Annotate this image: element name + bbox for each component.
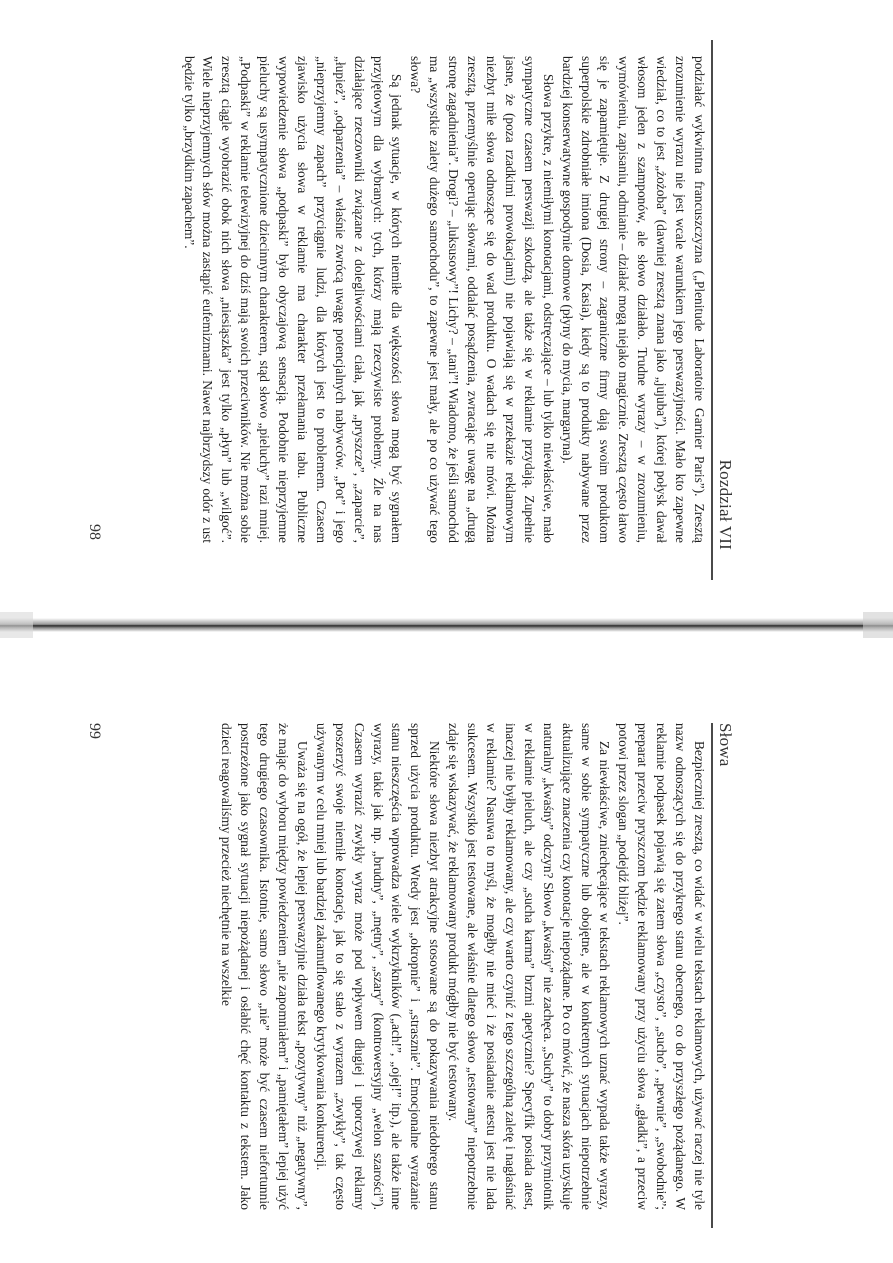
page-number-right: 99 (86, 723, 103, 739)
right-page-text (216, 723, 708, 1210)
right-page (0, 633, 893, 1263)
paragraph: Słowa przykre, z niemiłymi konotacjami, odstręczające – lub tylko niewłaściwe, mało sympatyczne czasem perswazji szkodzą, ale także się w reklamie przydają. Zupełnie jasne, że (poza rzadkimi prowokacjami) nie pojawiają się w przekazie reklamowym niezbyt miłe słowa odnoszące się do wad produktu. O wadach się nie mówi. Można zresztą, przemyślnie operując słowami, oddalać posądzenia, zwracając uwagę na „drugą stronę zagadnienia”. Drogi? – „luksusowy”! Lichy? – „tani”! Wiadomo, że jeśli samochód ma „wszystkie zalety dużego samochodu”, to zapewne jest mały, ale po co używać tego słowa? (408, 56, 556, 543)
paragraph: Za niewłaściwe, zniechęcające w tekstach reklamowych uznać wypada także wyrazy, same w sobie sympatyczne lub obojętne, ale w konkretnych sytuacjach niepotrzebnie aktualizujące znaczenia czy konotacje niepożądane. Po co mówić, że nasza skóra uzyskuje naturalny „kwaśny” odczyn? Słowo „kwaśny” nie zachęca. „Suchy” to dobry przymiotnik w reklamie pieluch, ale czy „sucha karma” brzmi apetycznie? Specyfik posiada atest, inaczej nie byłby reklamowany, ale czy warto czynić z tego szczególną zaletę i nagłaśniać w reklamie? Nasuwa to myśl, że mogłby nie mieć i że posiadanie atestu jest nie lada sukcesem. Wszystko jest testowane, ale właśnie dlatego słowo „testowany” niepotrzebnie zdaje się wskazywać, że reklamowany produkt mógłby nie być testowany. (446, 723, 613, 1210)
page-number-left: 98 (86, 524, 103, 540)
left-page (0, 0, 893, 620)
left-page-text (179, 56, 708, 543)
paragraph: Niektóre słowa niezbyt atrakcyjne stosowane są do pokazywania niedobrego stanu sprzed użycia produktu. Wtedy jest „okropnie” i „strasznie”. Emocjonalne wyrażanie stanu nieszczęścia wprowadza wiele wykrzykników („ach!”, „ojej!” itp.), ale także inne wyrazy, takie jak np. „brudny”, „mętny”, „szary” (kontrowersyjny „welon szarości”). Czasem wyrazić zwykły wyraz może pod wpływem długiej i uporczywej reklamy poszerzyć swoje niemiłe konotacje, jak to się stało z wyrazem „zwykły”, tak często używanym w celu mniej lub bardziej zakamuflowanego krytykowania konkurencji. (313, 723, 443, 1210)
header-rule-left (711, 40, 713, 580)
paragraph: Bezpieczniej zresztą, co widać w wielu tekstach reklamowych, używać raczej nie tyle nazw odnoszących się do przykrego stanu obecnego, co do przyszłego pożądanego. W reklamie podpasek pojawią się zatem słowa „czysto”, „sucho”, „pewnie”, „swobodnie”; preparat przeciw pryszczom będzie reklamowany przy użyciu słowa „gładki”, a przeciw potowi przez slogan „podejdź bliżej”. (616, 723, 707, 1210)
paragraph: Uważa się na ogół, że lepiej perswazyjnie działa tekst „pozytywny” niż „negatywny”, że mając do wyboru między powiedzeniem „nie zapomniałem” i „pamiętałem” lepiej użyć tego drugiego czasownika. Istotnie, samo słowo „nie” może być czasem niefortunnie postrzeżone jako sygnał sytuacji niepożądanej i osłabić chęć kontaktu z tekstem. Jako dzieci reagowaliśmy przecież niechętnie na wszelkie (219, 723, 310, 1210)
paragraph: podziałać wykwintna francuszczyzna („Plenitude Laboratoire Garnier Paris”). Zresztą zrozumienie wyrazu nie jest wcale warunkiem jego perswazyjności. Mało kto zapewne wiedział, co to jest „żożoba” (dawniej zresztą znana jako „jujuba”), której połysk dawał włosom jeden z szamponów, ale słowo działało. Trudne wyrazy – w zrozumieniu, wymówieniu, zapisaniu, odmianie – działać mogą niejako magicznie. Zresztą często łatwo się je zapamiętuje. Z drugiej strony – zagraniczne firmy dają swoim produktom superpolskie zdrobniałe imiona (Dosia, Kasia), kiedy są to produkty nabywane przez bardziej konserwatywne gospodynie domowe (płyny do mycia, margaryna). (559, 56, 707, 543)
running-head-left: Rozdział VII (716, 459, 735, 550)
running-head-right: Słowa (716, 723, 735, 767)
book-gutter (0, 618, 893, 632)
paragraph: Są jednak sytuacje, w których niemiłe dla większości słowa mogą być sygnałem przyjętowym dla wybranych: tych, którzy mają rzeczywiste problemy. Źle na nas działające rzeczowniki związane z dolegliwościami ciała, jak „pryszcze”, „zaparcie”, „łupież”, „odparzenia” – właśnie zwrócą uwagę potencjalnych nabywców. „Pot” i jego „nieprzyjemny zapach” przyciągnie ludzi, dla których jest to problemem. Czasem zjawisko użycia słowa w reklamie ma charakter przełamania tabu. Publiczne wypowiedzenie słowa „podpaski” było obyczajową sensacją. Podobnie nieprzyjemne pieluchy są usympatycznione dziecinnym charakterem, stąd słowo „pieluchy” razi mniej. „Podpaski” w reklamie telewizyjnej do dziś mają swoich przeciwników. Nie można sobie zresztą ciągle wyobrazić obok nich słowa „niesiąszka” jest tylko „płyn” lub „wilgoć”. Wiele nieprzyjemnych słów można zastąpić eufemizmami. Nawet najbrzydszy odór z ust będzie tylko „brzydkim zapachem”. (181, 56, 405, 543)
header-rule-right (711, 723, 713, 1228)
